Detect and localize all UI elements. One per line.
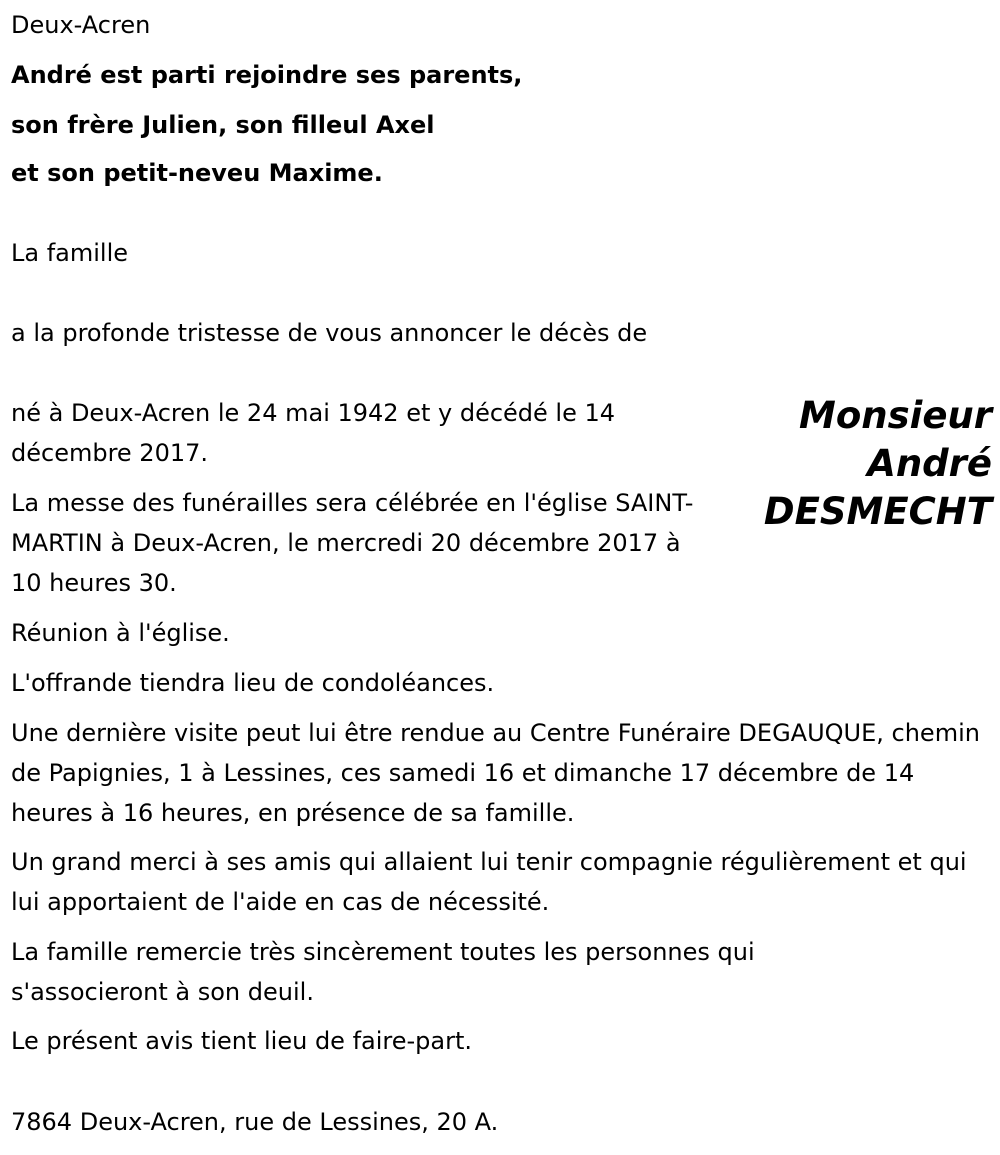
thanks-friends-paragraph: Un grand merci à ses amis qui allaient lui tenir compagnie régulièrement et qui lui apportaient de l'aide en cas de nécessité. xyxy=(11,848,967,916)
poem-line-3: et son petit-neveu Maxime. xyxy=(11,159,383,187)
place-header: Deux-Acren xyxy=(11,11,151,39)
address: 7864 Deux-Acren, rue de Lessines, 20 A. xyxy=(11,1108,499,1136)
notice-paragraph: Le présent avis tient lieu de faire-part. xyxy=(11,1027,473,1055)
funeral-mass-paragraph: La messe des funérailles sera célébrée en l'église SAINT-MARTIN à Deux-Acren, le mercredi 20 décembre 2017 à 10 heures 30. xyxy=(11,489,694,597)
poem-line-1: André est parti rejoindre ses parents, xyxy=(11,61,523,89)
family-intro: La famille xyxy=(11,239,129,267)
deceased-title: Monsieur xyxy=(799,394,992,437)
birth-death-paragraph: né à Deux-Acren le 24 mai 1942 et y décédé le 14 décembre 2017. xyxy=(11,399,616,467)
announcement: a la profonde tristesse de vous annoncer le décès de xyxy=(11,319,648,347)
offering-paragraph: L'offrande tiendra lieu de condoléances. xyxy=(11,669,495,697)
last-visit-paragraph: Une dernière visite peut lui être rendue au Centre Funéraire DEGAUQUE, chemin de Papignies, 1 à Lessines, ces samedi 16 et dimanche 17 décembre de 14 heures à 16 heures, en présence de sa famille. xyxy=(11,719,980,827)
deceased-last-name: DESMECHT xyxy=(763,490,992,533)
meeting-paragraph: Réunion à l'église. xyxy=(11,619,230,647)
poem-line-2: son frère Julien, son filleul Axel xyxy=(11,111,435,139)
deceased-name-block xyxy=(732,392,992,536)
deceased-first-name: André xyxy=(867,442,992,485)
thanks-all-paragraph: La famille remercie très sincèrement toutes les personnes qui s'associeront à son deuil. xyxy=(11,938,755,1006)
